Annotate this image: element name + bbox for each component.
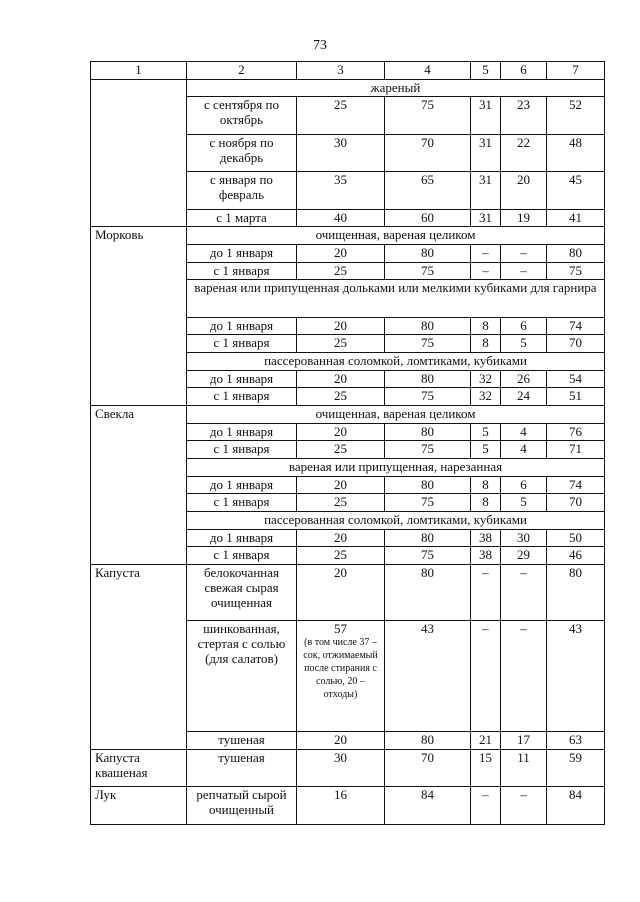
value-cell: –	[501, 262, 547, 280]
value-cell: 8	[471, 476, 501, 494]
processing-cell: с 1 января	[187, 547, 297, 565]
value-cell: 25	[297, 388, 385, 406]
value-cell: 80	[547, 564, 605, 620]
section-heading: вареная или припущенная дольками или мелкими кубиками для гарнира	[187, 280, 605, 317]
header-cell: 2	[187, 62, 297, 80]
product-cell: Капуста квашеная	[91, 749, 187, 786]
value-cell: 20	[297, 244, 385, 262]
value-cell: 70	[385, 749, 471, 786]
processing-cell: белокочанная свежая сырая очищенная	[187, 564, 297, 620]
value-cell: –	[471, 564, 501, 620]
value-cell: 75	[385, 97, 471, 134]
value-cell: 22	[501, 134, 547, 171]
value-cell: 6	[501, 476, 547, 494]
value-cell: 31	[471, 97, 501, 134]
value-cell	[297, 620, 385, 731]
value-cell: 80	[385, 529, 471, 547]
processing-cell: шинкованная, стертая с солью (для салатов)	[187, 620, 297, 731]
processing-cell: с 1 января	[187, 388, 297, 406]
value-cell: –	[501, 564, 547, 620]
value-cell: 75	[547, 262, 605, 280]
processing-cell: с 1 января	[187, 494, 297, 512]
value-cell: 25	[297, 97, 385, 134]
value-cell: 75	[385, 388, 471, 406]
value-cell: 70	[385, 134, 471, 171]
header-cell: 4	[385, 62, 471, 80]
value-cell: 20	[297, 317, 385, 335]
value-cell: –	[501, 787, 547, 825]
value-cell: 5	[471, 423, 501, 441]
value-cell: 8	[471, 317, 501, 335]
value-cell: 80	[385, 732, 471, 750]
table-row	[91, 564, 605, 620]
value-cell: 65	[385, 172, 471, 209]
value-cell: –	[471, 244, 501, 262]
value-cell: 20	[501, 172, 547, 209]
table-body	[91, 62, 605, 825]
value-cell: 80	[385, 476, 471, 494]
header-cell: 5	[471, 62, 501, 80]
value-cell: 31	[471, 134, 501, 171]
value-cell: 84	[547, 787, 605, 825]
value-cell: 38	[471, 547, 501, 565]
header-cell: 3	[297, 62, 385, 80]
value-cell: 19	[501, 209, 547, 227]
value-cell: 8	[471, 494, 501, 512]
table-row	[91, 787, 605, 825]
value-cell: –	[471, 262, 501, 280]
value-cell: 25	[297, 441, 385, 459]
processing-cell: репчатый сырой очищенный	[187, 787, 297, 825]
section-heading: жареный	[187, 79, 605, 97]
processing-cell: с 1 января	[187, 262, 297, 280]
value-cell: 76	[547, 423, 605, 441]
value-cell: 4	[501, 441, 547, 459]
value-cell: 31	[471, 209, 501, 227]
value-cell: 46	[547, 547, 605, 565]
value-main: 57	[334, 620, 347, 636]
value-cell: 70	[547, 335, 605, 353]
value-cell: 30	[297, 134, 385, 171]
norms-table	[90, 61, 605, 825]
value-cell: 51	[547, 388, 605, 406]
value-cell: 41	[547, 209, 605, 227]
value-cell: 20	[297, 529, 385, 547]
value-cell: 23	[501, 97, 547, 134]
value-cell: –	[501, 244, 547, 262]
value-cell: 75	[385, 494, 471, 512]
processing-cell: с ноября по декабрь	[187, 134, 297, 171]
page-number: 73	[313, 38, 327, 53]
value-cell: 80	[385, 423, 471, 441]
value-cell: –	[471, 620, 501, 731]
section-row	[91, 227, 605, 245]
product-cell: Капуста	[91, 564, 187, 749]
value-cell: 20	[297, 370, 385, 388]
section-row	[91, 79, 605, 97]
header-cell: 6	[501, 62, 547, 80]
value-cell: 71	[547, 441, 605, 459]
value-cell: 30	[501, 529, 547, 547]
value-cell: 63	[547, 732, 605, 750]
processing-cell: с 1 января	[187, 441, 297, 459]
value-cell: 6	[501, 317, 547, 335]
value-note: (в том числе 37 – сок, отжимаемый после стирания с солью, 20 – отходы)	[303, 636, 378, 700]
processing-cell: с 1 января	[187, 335, 297, 353]
header-cell: 7	[547, 62, 605, 80]
header-cell: 1	[91, 62, 187, 80]
processing-cell: до 1 января	[187, 317, 297, 335]
processing-cell: с 1 марта	[187, 209, 297, 227]
value-cell: 50	[547, 529, 605, 547]
value-cell: 31	[471, 172, 501, 209]
product-cell: Лук	[91, 787, 187, 825]
value-cell: 8	[471, 335, 501, 353]
value-cell: 15	[471, 749, 501, 786]
value-cell: 30	[297, 749, 385, 786]
product-cell: Свекла	[91, 405, 187, 564]
section-heading: пассерованная соломкой, ломтиками, кубиками	[187, 511, 605, 529]
value-cell: 80	[547, 244, 605, 262]
value-cell: 75	[385, 547, 471, 565]
value-cell: –	[501, 620, 547, 731]
header-row	[91, 62, 605, 80]
value-cell: 75	[385, 262, 471, 280]
value-cell: 54	[547, 370, 605, 388]
product-cell: Морковь	[91, 227, 187, 406]
value-cell: 40	[297, 209, 385, 227]
table-row	[91, 749, 605, 786]
value-cell: 75	[385, 335, 471, 353]
value-cell: 25	[297, 494, 385, 512]
section-heading: очищенная, вареная целиком	[187, 405, 605, 423]
value-cell: 59	[547, 749, 605, 786]
value-cell: 45	[547, 172, 605, 209]
value-cell: 43	[385, 620, 471, 731]
value-cell: 74	[547, 317, 605, 335]
value-cell: 35	[297, 172, 385, 209]
value-cell: 17	[501, 732, 547, 750]
value-cell: 80	[385, 317, 471, 335]
value-cell: 11	[501, 749, 547, 786]
value-cell: 16	[297, 787, 385, 825]
processing-cell: с сентября по октябрь	[187, 97, 297, 134]
value-cell: 52	[547, 97, 605, 134]
processing-cell: тушеная	[187, 749, 297, 786]
value-cell: 25	[297, 262, 385, 280]
value-cell: 43	[547, 620, 605, 731]
value-cell: 32	[471, 370, 501, 388]
processing-cell: с января по февраль	[187, 172, 297, 209]
section-heading: очищенная, вареная целиком	[187, 227, 605, 245]
value-cell: 25	[297, 335, 385, 353]
value-cell: 25	[297, 547, 385, 565]
value-cell: 5	[501, 494, 547, 512]
section-heading: вареная или припущенная, нарезанная	[187, 458, 605, 476]
processing-cell: до 1 января	[187, 370, 297, 388]
value-cell: 80	[385, 244, 471, 262]
section-row	[91, 405, 605, 423]
product-cell	[91, 79, 187, 227]
value-cell: 60	[385, 209, 471, 227]
value-cell: 48	[547, 134, 605, 171]
value-cell: –	[471, 787, 501, 825]
value-cell: 20	[297, 423, 385, 441]
value-cell: 20	[297, 732, 385, 750]
value-cell: 84	[385, 787, 471, 825]
value-cell: 80	[385, 370, 471, 388]
processing-cell: до 1 января	[187, 244, 297, 262]
processing-cell: до 1 января	[187, 423, 297, 441]
value-cell: 26	[501, 370, 547, 388]
value-cell: 21	[471, 732, 501, 750]
value-cell: 29	[501, 547, 547, 565]
value-cell: 20	[297, 476, 385, 494]
value-cell: 32	[471, 388, 501, 406]
value-cell: 80	[385, 564, 471, 620]
section-heading: пассерованная соломкой, ломтиками, кубиками	[187, 352, 605, 370]
value-cell: 20	[297, 564, 385, 620]
table-container	[90, 61, 604, 825]
value-cell: 38	[471, 529, 501, 547]
processing-cell: тушеная	[187, 732, 297, 750]
value-cell: 70	[547, 494, 605, 512]
value-cell: 75	[385, 441, 471, 459]
value-cell: 5	[501, 335, 547, 353]
value-cell: 4	[501, 423, 547, 441]
value-cell: 24	[501, 388, 547, 406]
value-cell: 5	[471, 441, 501, 459]
processing-cell: до 1 января	[187, 476, 297, 494]
value-cell: 74	[547, 476, 605, 494]
processing-cell: до 1 января	[187, 529, 297, 547]
